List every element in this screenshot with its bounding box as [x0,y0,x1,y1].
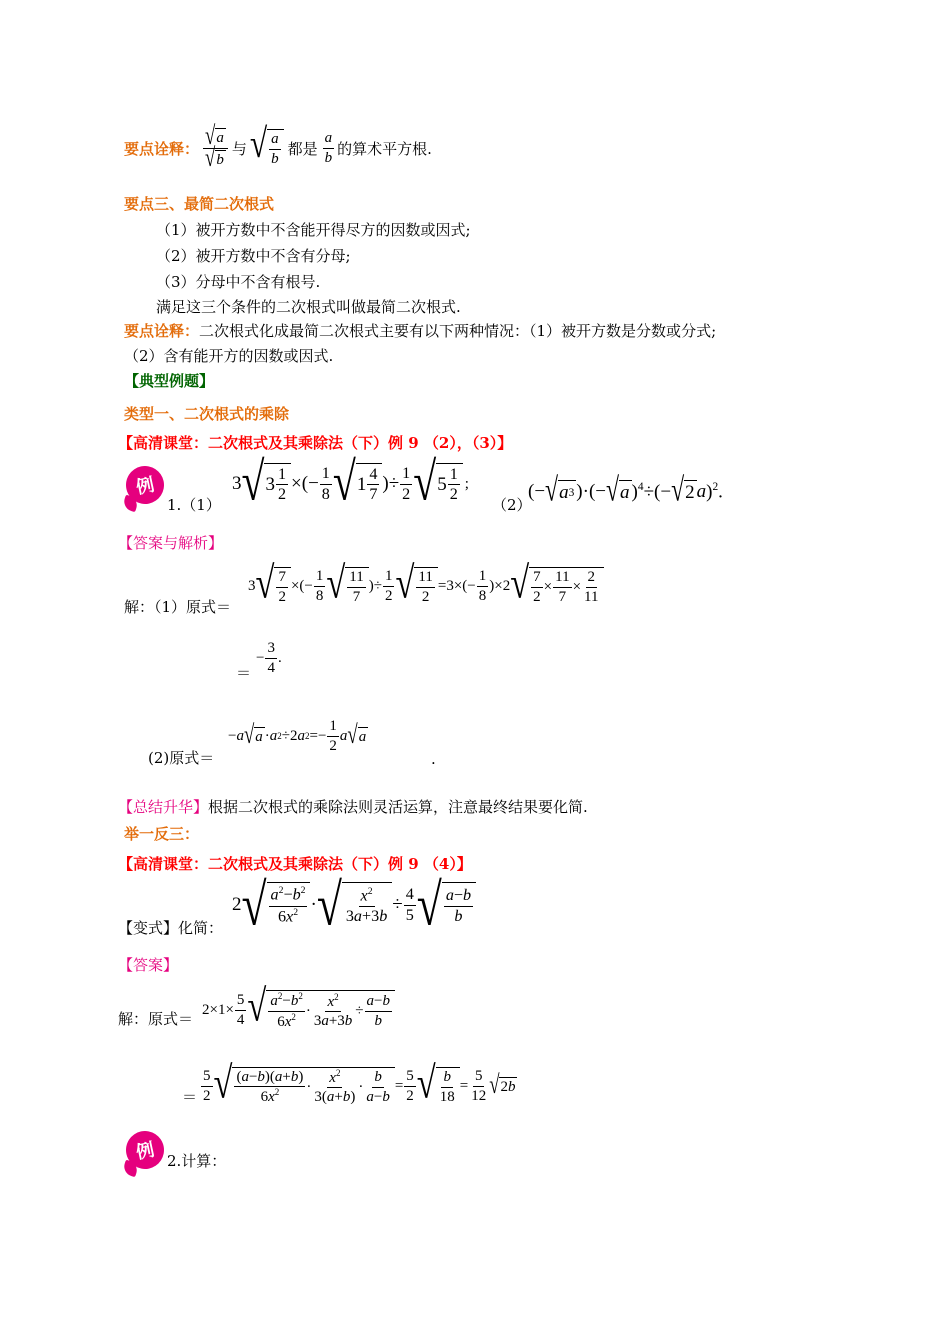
answer2-label: 【答案】 [118,956,179,974]
solution2-expression: − a √ a · a 2 ÷2 a 2 =− $\frac{1}{2}$ a √ a [228,718,367,754]
ex2-label: 2.计算： [167,1152,227,1170]
section3-item-2: （2）被开方数中不含有分母; [156,247,351,265]
ex1-part2-expression: (− √ a 3 )·(− √ a )$^4$÷(− √ 2 a )$^2$. [528,472,723,509]
section3-heading: 要点三、最简二次根式 [124,195,275,213]
class-ref-1: 【高清课堂：二次根式及其乘除法（下）例 9 （2），（3）】 [118,434,513,452]
section3-summary: 满足这三个条件的二次根式叫做最简二次根式. [156,298,461,316]
solution1-eq: ＝ [236,664,252,682]
typical-examples-heading: 【典型例题】 [124,372,215,390]
key-point-note-1 [124,118,432,178]
frac-a-over-b: $\frac{a}{b}$ [324,130,333,166]
solution1-expression: 3 √ $\frac{7}{2}$ ×(− $\frac{1}{8}$ √ $\frac{11}{7}$ )÷ $\frac{1}{2}$ √ $\frac{11}{2}$ =3×(− $\frac{1}{8}$ )×2 √ $\frac{7}{2}$ × $\frac{11}{7}$ × $\frac{2}{11}$ [248,558,604,614]
answer-analysis-label: 【答案与解析】 [118,534,224,552]
summary-text: 根据二次根式的乘除法则灵活运算，注意最终结果要化简. [208,798,588,816]
example-badge-1: 例 [122,462,167,507]
solution1-result: − $\frac{3}{4}$ . [256,640,282,676]
summary-line [118,796,588,817]
section3-item-1: （1）被开方数中不含能开得尽方的因数或因式; [156,221,471,239]
solution2-period: . [431,750,436,768]
solution1-label: 解：（1）原式＝ [124,598,232,616]
connector-are: 都是 [287,139,318,158]
connector-and: 与 [231,139,247,158]
section3-note-2: （2）含有能开方的因数或因式. [124,347,334,365]
ex1-part1-expression: 3 √ 3 $\frac{1}{2}$ ×(− $\frac{1}{8}$ √ 1 $\frac{4}{7}$ )÷ $\frac{1}{2}$ √ 5 $\frac{1}{2}$ ; [232,452,469,513]
practice-heading: 举一反三： [124,825,200,843]
key-point-label: 要点诠释： [124,139,200,158]
variant-label: 【变式】化简： [118,919,224,937]
class-ref-2: 【高清课堂：二次根式及其乘除法（下）例 9 （4）】 [118,855,472,873]
solution3-result: $\frac{5}{2}$ √ $\frac{(a-b)(a+b)}{6x^2}$ · $\frac{x^2}{3(a+b)}$ · $\frac{b}{a-b}$ = $\frac{5}{2}$ √ $\frac{b}{18}$ = $\frac{5}{12}$ √ 2 b [203,1058,516,1109]
section3-note [124,320,716,341]
solution3-eq: ＝ [182,1088,198,1106]
solution2-label: (2)原式＝ [148,749,215,767]
variant-expression: 2 √ $\frac{a^2-b^2}{6x^2}$ · √ $\frac{x^2}{3a+3b}$ ÷ $\frac{4}{5}$ √ $\frac{a-b}{b}$ [232,876,476,934]
solution3-expression: 2×1× $\frac{5}{4}$ √ $\frac{a^2-b^2}{6x^2}$ · $\frac{x^2}{3a+3b}$ ÷ $\frac{a-b}{b}$ [202,982,395,1038]
summary-label: 【总结升华】 [118,798,209,816]
section3-item-3: （3）分母中不含有根号. [156,273,321,291]
frac-sqrt-a-over-sqrt-b: √ a √ b [203,128,228,169]
example-badge-2: 例 [122,1127,167,1172]
ex1-part2-label: （2） [492,496,532,514]
tail-text: 的算术平方根. [337,139,432,158]
section3-note-label: 要点诠释： [124,322,200,340]
section3-note-text: 二次根式化成最简二次根式主要有以下两种情况：（1）被开方数是分数或分式; [199,322,717,340]
type1-heading: 类型一、二次根式的乘除 [124,405,290,423]
sqrt-a-over-b: √ $\frac{a}{b}$ [250,129,284,167]
solution3-label: 解：原式＝ [118,1010,194,1028]
ex1-label: 1.（1） [167,496,221,514]
